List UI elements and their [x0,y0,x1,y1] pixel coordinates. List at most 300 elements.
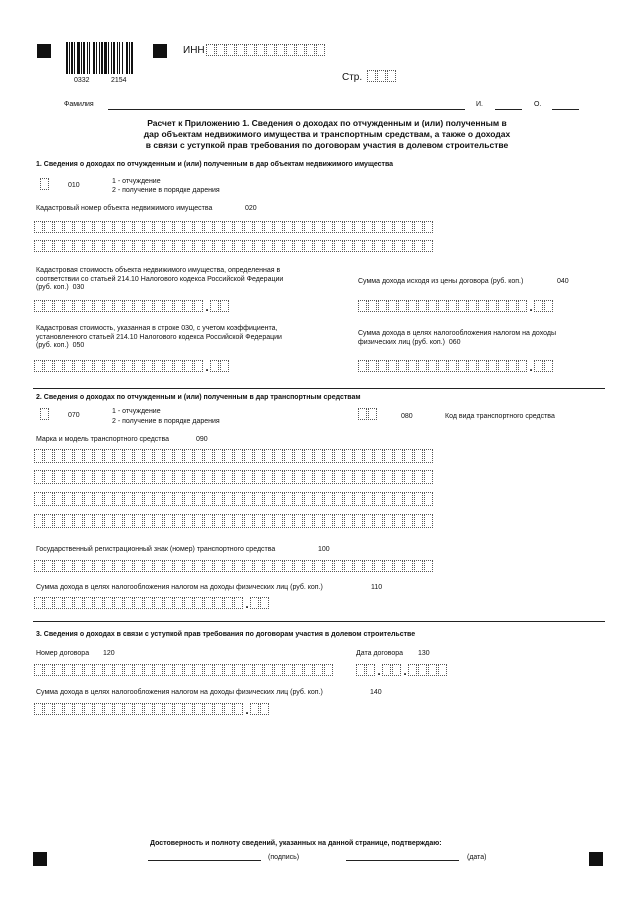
char-cell[interactable] [34,221,43,233]
char-cell[interactable] [214,240,223,252]
char-cell[interactable] [104,449,113,463]
char-cell[interactable] [364,492,373,506]
char-cell[interactable] [284,492,293,506]
char-cell[interactable] [144,560,153,572]
char-cell[interactable] [234,470,243,484]
char-cell[interactable] [374,514,383,528]
char-cell[interactable] [374,470,383,484]
char-cell[interactable] [134,221,143,233]
char-cell[interactable] [367,70,376,82]
char-cell[interactable] [334,240,343,252]
contract-number-input[interactable] [34,664,334,676]
char-cell[interactable] [398,300,407,312]
char-cell[interactable] [214,703,223,715]
char-cell[interactable] [354,514,363,528]
char-cell[interactable] [54,221,63,233]
char-cell[interactable] [194,703,203,715]
char-cell[interactable] [114,470,123,484]
char-cell[interactable] [264,240,273,252]
char-cell[interactable] [154,514,163,528]
signature-line[interactable] [148,860,261,861]
char-cell[interactable] [324,664,333,676]
char-cell[interactable] [518,360,527,372]
char-cell[interactable] [414,514,423,528]
char-cell[interactable] [254,240,263,252]
char-cell[interactable] [274,240,283,252]
char-cell[interactable] [194,560,203,572]
char-cell[interactable] [334,470,343,484]
char-cell[interactable] [224,449,233,463]
char-cell[interactable] [304,240,313,252]
char-cell[interactable] [34,703,43,715]
char-cell[interactable] [74,703,83,715]
char-cell[interactable] [344,240,353,252]
char-cell[interactable] [428,664,437,676]
char-cell[interactable] [184,514,193,528]
char-cell[interactable] [204,470,213,484]
char-cell[interactable] [154,560,163,572]
char-cell[interactable] [394,470,403,484]
char-cell[interactable] [114,703,123,715]
char-cell[interactable] [424,560,433,572]
char-cell[interactable] [324,514,333,528]
char-cell[interactable] [384,492,393,506]
char-cell[interactable] [94,703,103,715]
char-cell[interactable] [264,664,273,676]
char-cell[interactable] [174,492,183,506]
char-cell[interactable] [284,470,293,484]
char-cell[interactable] [294,560,303,572]
char-cell[interactable] [508,360,517,372]
field-070-input[interactable] [40,408,50,420]
char-cell[interactable] [214,560,223,572]
char-cell[interactable] [214,449,223,463]
char-cell[interactable] [134,514,143,528]
char-cell[interactable] [384,560,393,572]
char-cell[interactable] [404,560,413,572]
char-cell[interactable] [164,470,173,484]
make-model-row-4[interactable] [34,514,434,528]
char-cell[interactable] [408,360,417,372]
char-cell[interactable] [194,597,203,609]
char-cell[interactable] [124,240,133,252]
char-cell[interactable] [54,449,63,463]
char-cell[interactable] [274,664,283,676]
char-cell[interactable] [334,560,343,572]
char-cell[interactable] [358,408,367,420]
char-cell[interactable] [294,240,303,252]
char-cell[interactable] [104,492,113,506]
char-cell[interactable] [184,449,193,463]
char-cell[interactable] [194,492,203,506]
char-cell[interactable] [468,360,477,372]
char-cell[interactable] [274,470,283,484]
char-cell[interactable] [264,560,273,572]
char-cell[interactable] [234,221,243,233]
char-cell[interactable] [134,560,143,572]
char-cell[interactable] [104,360,113,372]
char-cell[interactable] [428,300,437,312]
char-cell[interactable] [34,449,43,463]
char-cell[interactable] [408,664,417,676]
char-cell[interactable] [354,492,363,506]
char-cell[interactable] [174,470,183,484]
char-cell[interactable] [44,300,53,312]
char-cell[interactable] [134,470,143,484]
char-cell[interactable] [344,560,353,572]
char-cell[interactable] [44,360,53,372]
char-cell[interactable] [64,514,73,528]
inn-input[interactable] [206,44,326,56]
char-cell[interactable] [314,221,323,233]
name-initial-line[interactable] [495,109,522,110]
char-cell[interactable] [354,449,363,463]
char-cell[interactable] [418,664,427,676]
char-cell[interactable] [214,221,223,233]
char-cell[interactable] [236,44,245,56]
date-line[interactable] [346,860,459,861]
char-cell[interactable] [518,300,527,312]
char-cell[interactable] [164,221,173,233]
char-cell[interactable] [284,560,293,572]
char-cell[interactable] [377,70,386,82]
char-cell[interactable] [204,703,213,715]
char-cell[interactable] [114,560,123,572]
char-cell[interactable] [404,221,413,233]
char-cell[interactable] [144,360,153,372]
char-cell[interactable] [74,664,83,676]
char-cell[interactable] [114,597,123,609]
char-cell[interactable] [382,664,391,676]
char-cell[interactable] [364,240,373,252]
char-cell[interactable] [384,449,393,463]
char-cell[interactable] [44,597,53,609]
char-cell[interactable] [54,360,63,372]
char-cell[interactable] [276,44,285,56]
char-cell[interactable] [34,470,43,484]
char-cell[interactable] [174,664,183,676]
char-cell[interactable] [234,560,243,572]
char-cell[interactable] [256,44,265,56]
char-cell[interactable] [194,240,203,252]
char-cell[interactable] [184,492,193,506]
char-cell[interactable] [384,514,393,528]
char-cell[interactable] [384,240,393,252]
char-cell[interactable] [334,449,343,463]
char-cell[interactable] [364,514,373,528]
char-cell[interactable] [164,514,173,528]
char-cell[interactable] [354,470,363,484]
char-cell[interactable] [154,664,163,676]
char-cell[interactable] [408,300,417,312]
char-cell[interactable] [284,221,293,233]
char-cell[interactable] [194,470,203,484]
char-cell[interactable] [84,597,93,609]
char-cell[interactable] [414,221,423,233]
char-cell[interactable] [388,300,397,312]
char-cell[interactable] [294,470,303,484]
char-cell[interactable] [366,664,375,676]
char-cell[interactable] [214,470,223,484]
char-cell[interactable] [74,300,83,312]
char-cell[interactable] [134,360,143,372]
char-cell[interactable] [74,360,83,372]
char-cell[interactable] [194,664,203,676]
char-cell[interactable] [254,560,263,572]
char-cell[interactable] [294,449,303,463]
char-cell[interactable] [114,664,123,676]
char-cell[interactable] [254,449,263,463]
char-cell[interactable] [378,300,387,312]
char-cell[interactable] [224,514,233,528]
field-080-input[interactable] [358,408,378,420]
char-cell[interactable] [394,449,403,463]
char-cell[interactable] [74,240,83,252]
char-cell[interactable] [264,221,273,233]
char-cell[interactable] [314,240,323,252]
char-cell[interactable] [104,300,113,312]
char-cell[interactable] [84,300,93,312]
char-cell[interactable] [224,221,233,233]
char-cell[interactable] [84,221,93,233]
char-cell[interactable] [210,300,219,312]
field-110-input[interactable] [34,597,270,609]
char-cell[interactable] [414,492,423,506]
char-cell[interactable] [54,560,63,572]
char-cell[interactable] [244,664,253,676]
char-cell[interactable] [64,221,73,233]
char-cell[interactable] [134,240,143,252]
char-cell[interactable] [414,470,423,484]
char-cell[interactable] [274,492,283,506]
char-cell[interactable] [498,360,507,372]
char-cell[interactable] [414,449,423,463]
char-cell[interactable] [144,300,153,312]
char-cell[interactable] [154,703,163,715]
char-cell[interactable] [264,492,273,506]
char-cell[interactable] [508,300,517,312]
char-cell[interactable] [84,514,93,528]
char-cell[interactable] [104,703,113,715]
char-cell[interactable] [404,449,413,463]
char-cell[interactable] [404,240,413,252]
char-cell[interactable] [94,514,103,528]
char-cell[interactable] [40,178,49,190]
char-cell[interactable] [304,664,313,676]
char-cell[interactable] [387,70,396,82]
char-cell[interactable] [204,597,213,609]
char-cell[interactable] [124,597,133,609]
char-cell[interactable] [114,300,123,312]
char-cell[interactable] [44,664,53,676]
char-cell[interactable] [134,703,143,715]
char-cell[interactable] [94,300,103,312]
char-cell[interactable] [314,664,323,676]
char-cell[interactable] [134,449,143,463]
char-cell[interactable] [234,597,243,609]
char-cell[interactable] [74,597,83,609]
char-cell[interactable] [124,449,133,463]
char-cell[interactable] [294,514,303,528]
char-cell[interactable] [478,300,487,312]
char-cell[interactable] [174,560,183,572]
char-cell[interactable] [184,300,193,312]
cadastral-number-row-2[interactable] [34,240,434,252]
char-cell[interactable] [144,492,153,506]
char-cell[interactable] [134,664,143,676]
char-cell[interactable] [34,514,43,528]
char-cell[interactable] [210,360,219,372]
char-cell[interactable] [394,514,403,528]
field-030-input[interactable] [34,300,230,312]
char-cell[interactable] [214,514,223,528]
char-cell[interactable] [478,360,487,372]
char-cell[interactable] [184,597,193,609]
char-cell[interactable] [40,408,49,420]
char-cell[interactable] [214,664,223,676]
char-cell[interactable] [134,492,143,506]
char-cell[interactable] [244,221,253,233]
char-cell[interactable] [94,470,103,484]
char-cell[interactable] [164,449,173,463]
char-cell[interactable] [184,560,193,572]
char-cell[interactable] [264,470,273,484]
char-cell[interactable] [164,597,173,609]
char-cell[interactable] [194,360,203,372]
char-cell[interactable] [254,470,263,484]
char-cell[interactable] [388,360,397,372]
char-cell[interactable] [216,44,225,56]
char-cell[interactable] [184,221,193,233]
char-cell[interactable] [94,221,103,233]
char-cell[interactable] [264,514,273,528]
char-cell[interactable] [94,492,103,506]
char-cell[interactable] [104,597,113,609]
char-cell[interactable] [324,221,333,233]
char-cell[interactable] [124,492,133,506]
char-cell[interactable] [44,560,53,572]
field-040-input[interactable] [358,300,554,312]
char-cell[interactable] [364,560,373,572]
char-cell[interactable] [404,514,413,528]
char-cell[interactable] [134,597,143,609]
char-cell[interactable] [64,449,73,463]
char-cell[interactable] [164,492,173,506]
char-cell[interactable] [304,492,313,506]
char-cell[interactable] [224,240,233,252]
char-cell[interactable] [284,664,293,676]
char-cell[interactable] [374,240,383,252]
char-cell[interactable] [124,703,133,715]
char-cell[interactable] [164,664,173,676]
char-cell[interactable] [94,560,103,572]
char-cell[interactable] [250,597,259,609]
char-cell[interactable] [144,514,153,528]
char-cell[interactable] [164,360,173,372]
cadastral-number-row-1[interactable] [34,221,434,233]
char-cell[interactable] [244,514,253,528]
char-cell[interactable] [174,221,183,233]
char-cell[interactable] [84,664,93,676]
char-cell[interactable] [544,300,553,312]
char-cell[interactable] [74,492,83,506]
char-cell[interactable] [144,664,153,676]
char-cell[interactable] [154,449,163,463]
char-cell[interactable] [368,360,377,372]
char-cell[interactable] [334,492,343,506]
char-cell[interactable] [44,470,53,484]
char-cell[interactable] [64,560,73,572]
char-cell[interactable] [124,360,133,372]
char-cell[interactable] [254,221,263,233]
char-cell[interactable] [356,664,365,676]
char-cell[interactable] [84,360,93,372]
char-cell[interactable] [344,492,353,506]
char-cell[interactable] [34,597,43,609]
char-cell[interactable] [284,449,293,463]
char-cell[interactable] [274,514,283,528]
char-cell[interactable] [394,221,403,233]
char-cell[interactable] [428,360,437,372]
char-cell[interactable] [64,300,73,312]
char-cell[interactable] [174,597,183,609]
char-cell[interactable] [344,470,353,484]
char-cell[interactable] [374,492,383,506]
char-cell[interactable] [404,470,413,484]
char-cell[interactable] [418,360,427,372]
char-cell[interactable] [154,597,163,609]
char-cell[interactable] [424,492,433,506]
char-cell[interactable] [84,240,93,252]
char-cell[interactable] [184,360,193,372]
char-cell[interactable] [84,703,93,715]
char-cell[interactable] [344,449,353,463]
char-cell[interactable] [414,240,423,252]
char-cell[interactable] [274,221,283,233]
char-cell[interactable] [74,470,83,484]
char-cell[interactable] [244,560,253,572]
char-cell[interactable] [274,560,283,572]
char-cell[interactable] [124,470,133,484]
char-cell[interactable] [488,300,497,312]
char-cell[interactable] [54,300,63,312]
char-cell[interactable] [204,240,213,252]
char-cell[interactable] [54,492,63,506]
char-cell[interactable] [424,240,433,252]
char-cell[interactable] [114,492,123,506]
char-cell[interactable] [246,44,255,56]
char-cell[interactable] [368,300,377,312]
char-cell[interactable] [54,240,63,252]
char-cell[interactable] [424,470,433,484]
char-cell[interactable] [316,44,325,56]
char-cell[interactable] [234,664,243,676]
char-cell[interactable] [194,300,203,312]
char-cell[interactable] [104,664,113,676]
char-cell[interactable] [44,492,53,506]
char-cell[interactable] [378,360,387,372]
char-cell[interactable] [124,514,133,528]
char-cell[interactable] [164,703,173,715]
char-cell[interactable] [266,44,275,56]
char-cell[interactable] [398,360,407,372]
char-cell[interactable] [304,514,313,528]
char-cell[interactable] [448,300,457,312]
char-cell[interactable] [44,221,53,233]
char-cell[interactable] [64,360,73,372]
char-cell[interactable] [354,560,363,572]
char-cell[interactable] [324,449,333,463]
